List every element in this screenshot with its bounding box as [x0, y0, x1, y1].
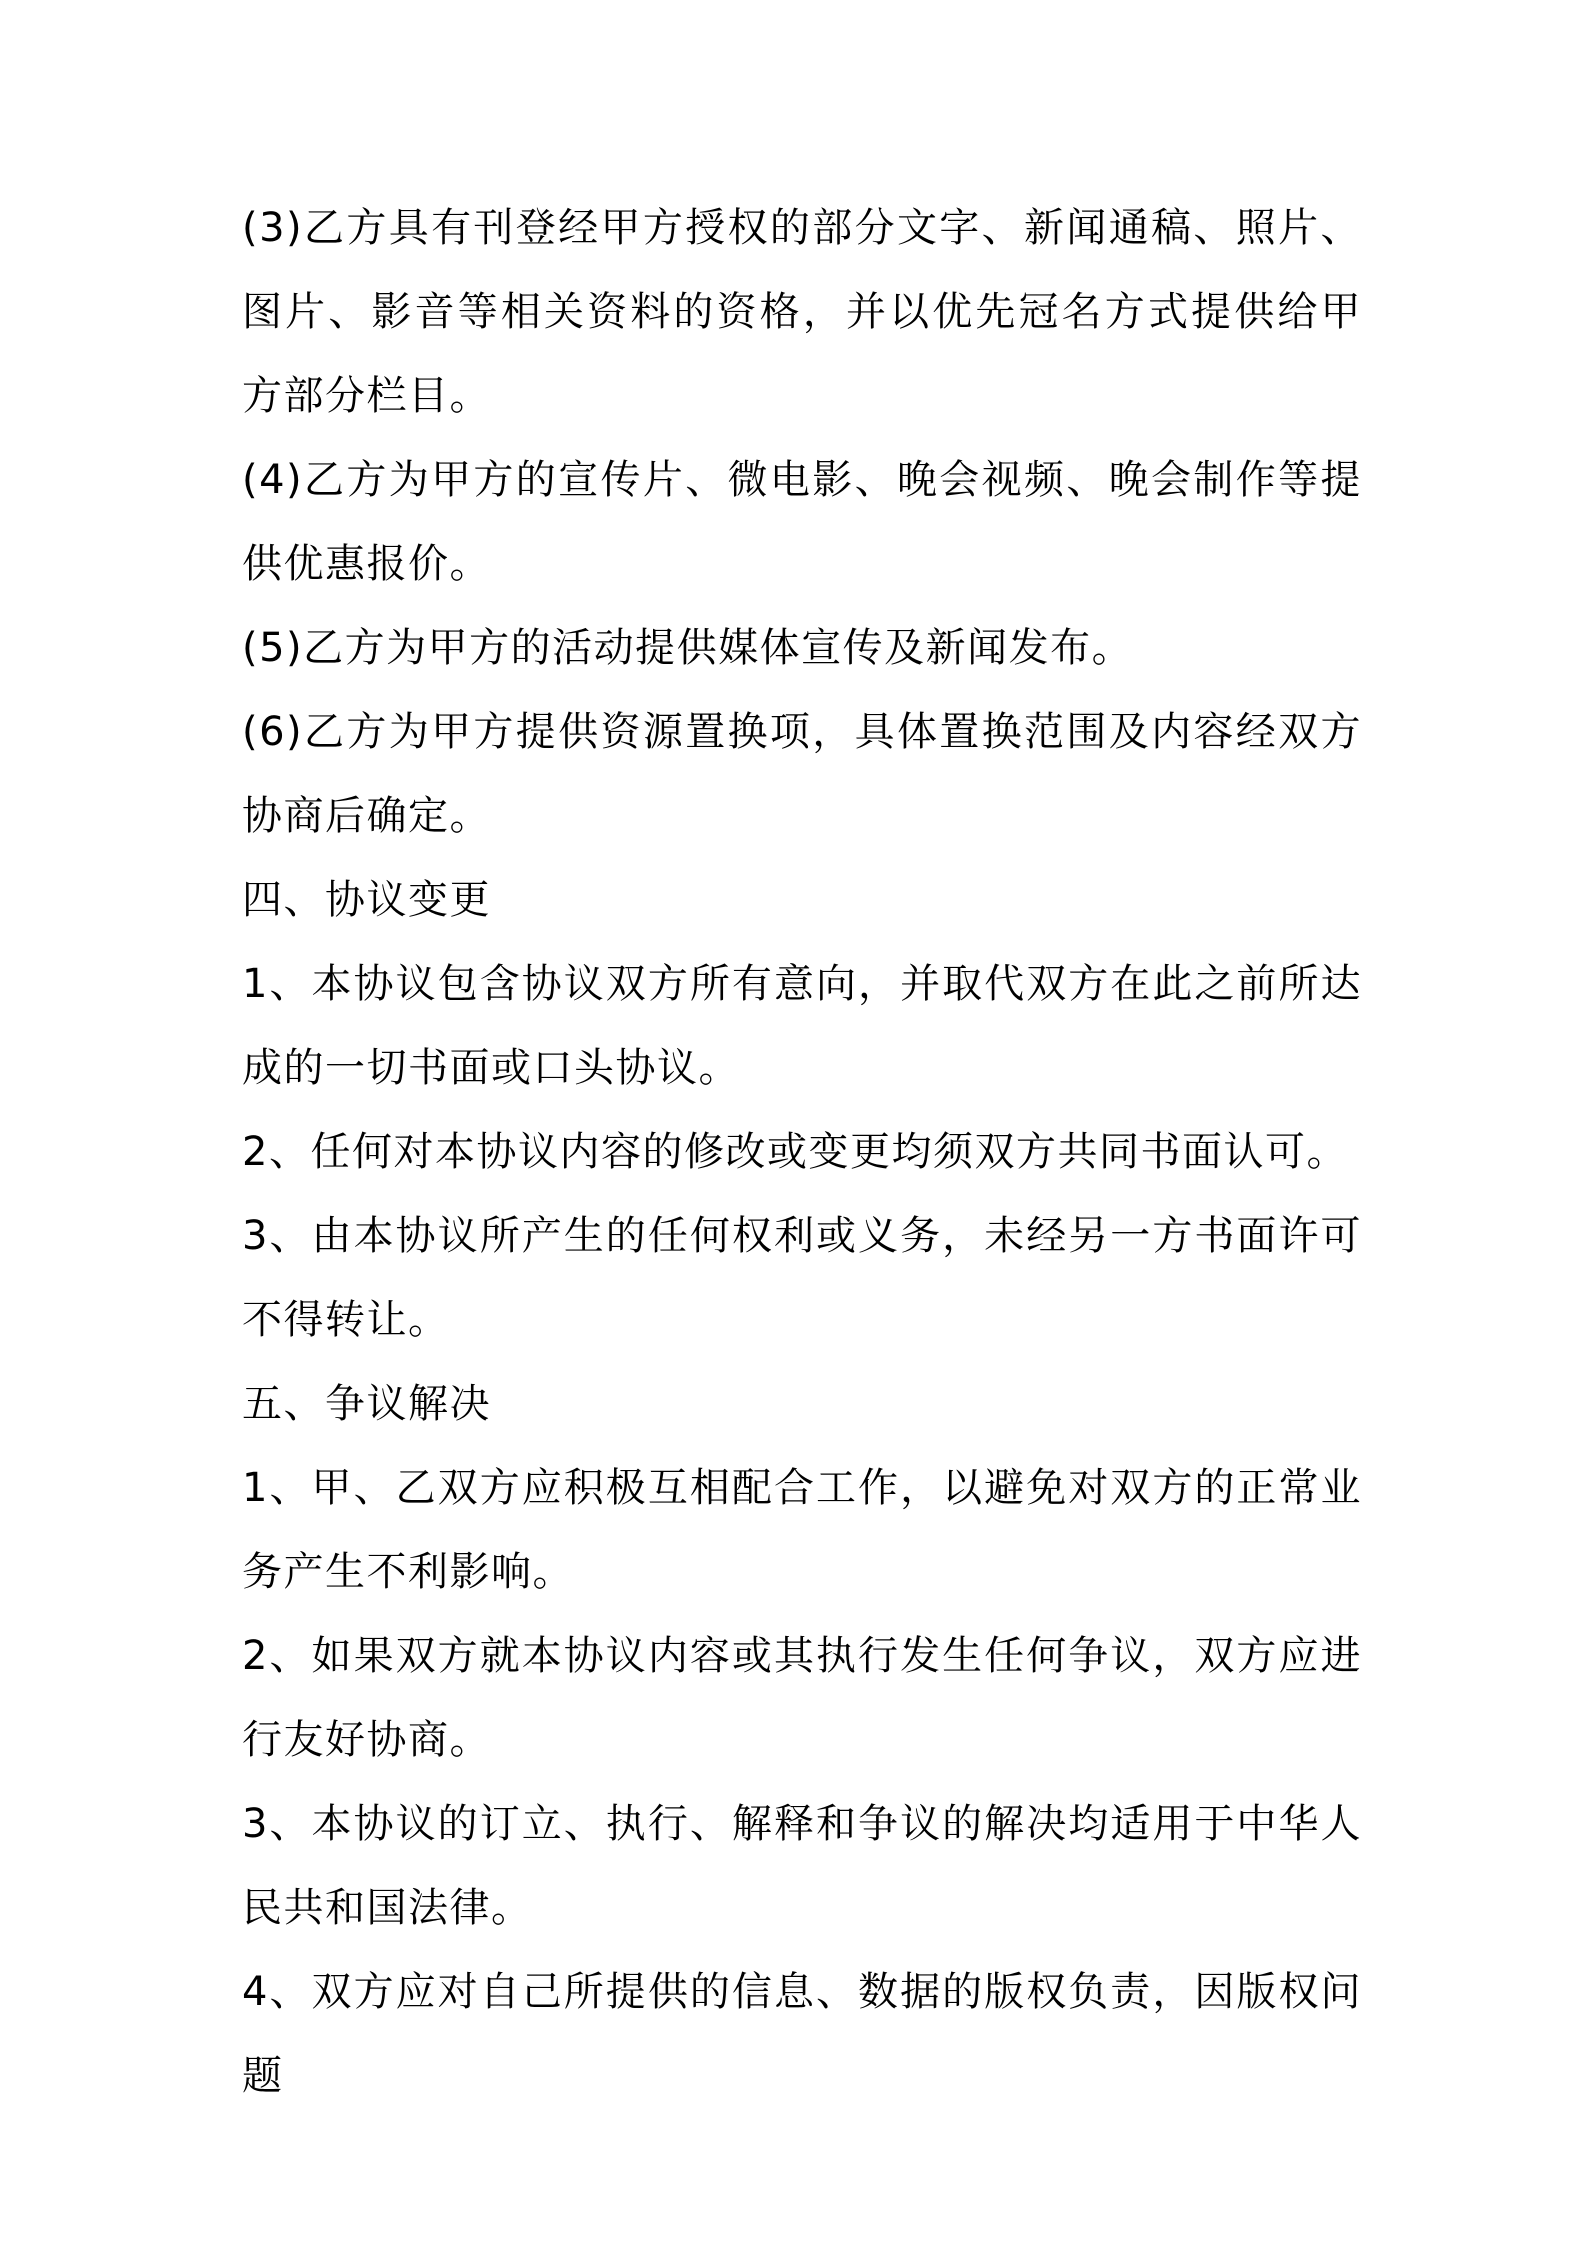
section-heading-dispute-resolution: 五、争议解决 [242, 1381, 491, 1427]
clause-6: (6)乙方为甲方提供资源置换项，具体置换范围及内容经双方协商后确定。 [242, 709, 1362, 839]
dispute-item-1: 1、甲、乙双方应积极互相配合工作，以避免对双方的正常业务产生不利影响。 [242, 1465, 1362, 1595]
clause-3: (3)乙方具有刊登经甲方授权的部分文字、新闻通稿、照片、图片、影音等相关资料的资格，并以优先冠名方式提供给甲方部分栏目。 [242, 205, 1362, 419]
change-item-3: 3、由本协议所产生的任何权利或义务，未经另一方书面许可不得转让。 [242, 1213, 1362, 1343]
dispute-item-3: 3、本协议的订立、执行、解释和争议的解决均适用于中华人民共和国法律。 [242, 1801, 1362, 1931]
change-item-1: 1、本协议包含协议双方所有意向，并取代双方在此之前所达成的一切书面或口头协议。 [242, 961, 1362, 1091]
change-item-2: 2、任何对本协议内容的修改或变更均须双方共同书面认可。 [242, 1129, 1348, 1175]
section-heading-agreement-change: 四、协议变更 [242, 877, 491, 923]
dispute-item-4: 4、双方应对自己所提供的信息、数据的版权负责，因版权问题 [242, 1969, 1362, 2099]
document-body [242, 186, 1362, 2118]
clause-5: (5)乙方为甲方的活动提供媒体宣传及新闻发布。 [242, 625, 1134, 671]
clause-4: (4)乙方为甲方的宣传片、微电影、晚会视频、晚会制作等提供优惠报价。 [242, 457, 1362, 587]
dispute-item-2: 2、如果双方就本协议内容或其执行发生任何争议，双方应进行友好协商。 [242, 1633, 1362, 1763]
